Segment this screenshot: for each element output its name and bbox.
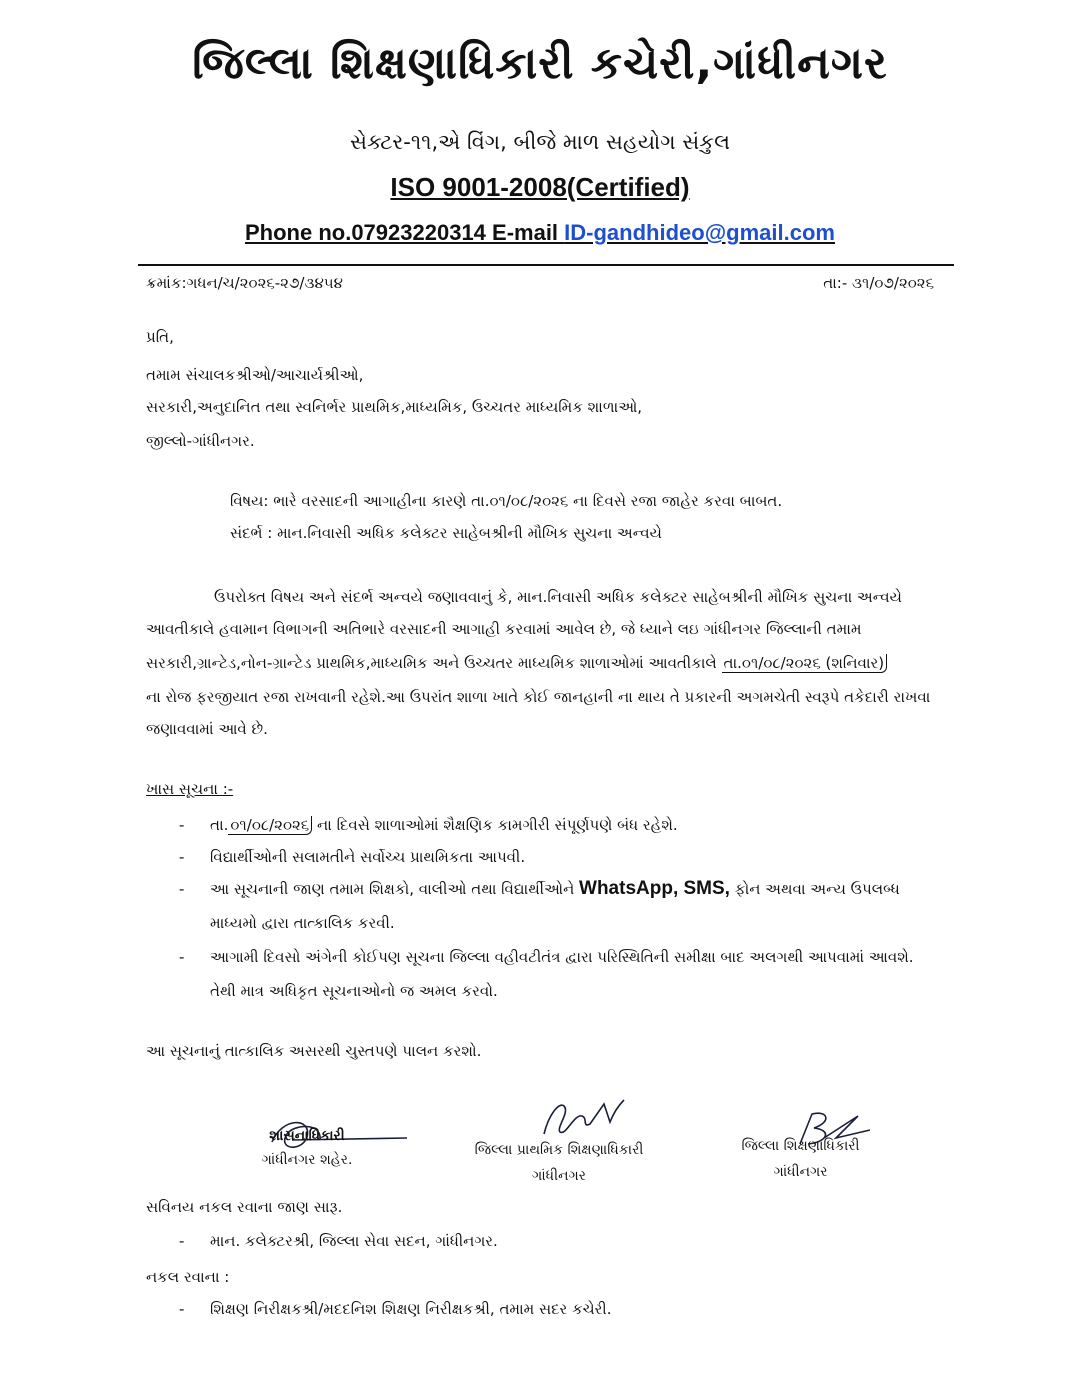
reference-date: તા:- ૩૧/૦૭/૨૦૨૬ xyxy=(823,274,934,292)
body-line xyxy=(146,654,887,672)
body-line: ઉપરોક્ત વિષય અને સંદર્ભ અન્વયે જણાવવાનું કે, માન.નિવાસી અધિક કલેક્ટર સાહેબશ્રીની મૌખિક સુચના અન્વયે xyxy=(214,588,902,606)
recipient-line: સરકારી,અનુદાનિત તથા સ્વનિર્ભર પ્રાથમિક,માધ્યમિક, ઉચ્ચતર માધ્યમિક શાળાઓ, xyxy=(146,398,643,416)
signature-title: જિલ્લા પ્રાથમિક શિક્ષણાધિકારી xyxy=(474,1142,644,1158)
instruction-text: ના દિવસે શાળાઓમાં શૈક્ષણિક કામગીરી સંપૂર્ણપણે બંધ રહેશે. xyxy=(312,816,678,834)
iso-certification: ISO 9001-2008(Certified) xyxy=(390,172,690,202)
bullet-dash: - xyxy=(179,1232,185,1250)
subject-line: વિષય: ભારે વરસાદની આગાહીના કારણે તા.૦૧/૦૮/૨૦૨૬ ના દિવસે રજા જાહેર કરવા બાબત. xyxy=(230,492,783,510)
body-line-text: સરકારી,ગ્રાન્ટેડ,નોન-ગ્રાન્ટેડ પ્રાથમિક,માધ્યમિક અને ઉચ્ચતર માધ્યમિક શાળાઓમાં આવતીકાલે xyxy=(146,654,722,672)
signature-title: શાસનાધિકારી xyxy=(269,1128,345,1144)
instruction-continuation: તેથી માત્ર અધિકૃત સૂચનાઓનો જ અમલ કરવો. xyxy=(210,982,498,1000)
contact-line xyxy=(0,220,1080,246)
copy-recipient: શિક્ષણ નિરીક્ષકશ્રી/મદદનિશ શિક્ષણ નિરીક્ષકશ્રી, તમામ સદર કચેરી. xyxy=(210,1300,612,1318)
office-title: જિલ્લા શિક્ષણાધિકારી કચેરી,ગાંધીનગર xyxy=(192,38,888,89)
signature-title: જિલ્લા શિક્ષણાધિકારી xyxy=(741,1138,860,1154)
bullet-dash: - xyxy=(179,816,185,834)
instruction-item: આગામી દિવસો અંગેની કોઈપણ સૂચના જિલ્લા વહીવટીતંત્ર દ્વારા પરિસ્થિતિની સમીક્ષા બાદ અલગથી આપવામાં આવશે. xyxy=(210,948,914,966)
instruction-item: વિદ્યાર્થીઓની સલામતીને સર્વોચ્ચ પ્રાથમિકતા આપવી. xyxy=(210,848,526,866)
office-address: સેક્ટર-૧૧,એ વિંગ, બીજે માળ સહયોગ સંકુલ xyxy=(349,130,731,154)
phone-label: Phone no.07923220314 E-mail xyxy=(245,220,565,245)
holiday-date-highlight: તા.૦૧/૦૮/૨૦૨૬ (શનિવાર) xyxy=(722,654,888,673)
header-divider xyxy=(138,264,954,266)
signature-place: ગાંધીનગર xyxy=(532,1168,586,1184)
bullet-dash: - xyxy=(179,1300,185,1318)
signature-block-3 xyxy=(728,1108,888,1188)
instruction-item xyxy=(210,878,900,900)
instruction-item xyxy=(210,816,678,834)
reference-line: સંદર્ભ : માન.નિવાસી અધિક કલેક્ટર સાહેબશ્રીની મૌખિક સુચના અન્વયે xyxy=(230,524,662,542)
signature-place: ગાંધીનગર શહેર. xyxy=(261,1152,353,1168)
signature-block-2 xyxy=(464,1094,664,1184)
date-highlight: ૦૧/૦૮/૨૦૨૬ xyxy=(228,816,312,835)
reference-number: ક્રમાંક:ગધન/ચ/૨૦૨૬-૨૭/૩૪૫૪ xyxy=(146,274,343,292)
signature-place: ગાંધીનગર xyxy=(773,1164,828,1180)
recipient-line: તમામ સંચાલકશ્રીઓ/આચાર્યશ્રીઓ, xyxy=(146,366,364,384)
bullet-dash: - xyxy=(179,880,185,898)
copy-recipient: માન. કલેક્ટરશ્રી, જિલ્લા સેવા સદન, ગાંધીનગર. xyxy=(210,1232,498,1250)
body-line: આવતીકાલે હવામાન વિભાગની અતિભારે વરસાદની આગાહી કરવામાં આવેલ છે, જે ધ્યાને લઇ ગાંધીનગર જિલ્લાની તમામ xyxy=(146,620,862,638)
recipient-line: જીલ્લો-ગાંધીનગર. xyxy=(146,432,255,450)
copy-heading: સવિનય નકલ રવાના જાણ સારૂ. xyxy=(146,1198,343,1216)
special-instructions-heading: ખાસ સૂચના :- xyxy=(146,780,234,798)
instruction-continuation: માધ્યમો દ્વારા તાત્કાલિક કરવી. xyxy=(210,914,395,932)
channels-text: WhatsApp, SMS, xyxy=(579,878,730,899)
instruction-text: તા. xyxy=(210,816,229,834)
instruction-text: આ સૂચનાની જાણ તમામ શિક્ષકો, વાલીઓ તથા વિદ્યાર્થીઓને xyxy=(210,880,580,898)
copy-heading-2: નકલ રવાના : xyxy=(146,1268,230,1286)
signature-scribble-2 xyxy=(464,1094,664,1144)
signature-block-1 xyxy=(232,1112,412,1172)
recipient-line: પ્રતિ, xyxy=(146,328,174,346)
bullet-dash: - xyxy=(179,948,185,966)
body-line: ના રોજ ફરજીયાત રજા રાખવાની રહેશે.આ ઉપરાંત શાળા ખાતે કોઈ જાનહાની ના થાય તે પ્રકારની અગમચેતી સ્વરૂપે તકેદારી રાખવા xyxy=(146,688,931,706)
bullet-dash: - xyxy=(179,848,185,866)
body-line: જણાવવામાં આવે છે. xyxy=(146,720,268,738)
instruction-text: ફોન અથવા અન્ય ઉપલબ્ધ xyxy=(729,880,900,898)
closing-line: આ સૂચનાનું તાત્કાલિક અસરથી ચુસ્તપણે પાલન કરશો. xyxy=(146,1042,482,1060)
email-link[interactable]: ID-gandhideo@gmail.com xyxy=(564,220,835,245)
